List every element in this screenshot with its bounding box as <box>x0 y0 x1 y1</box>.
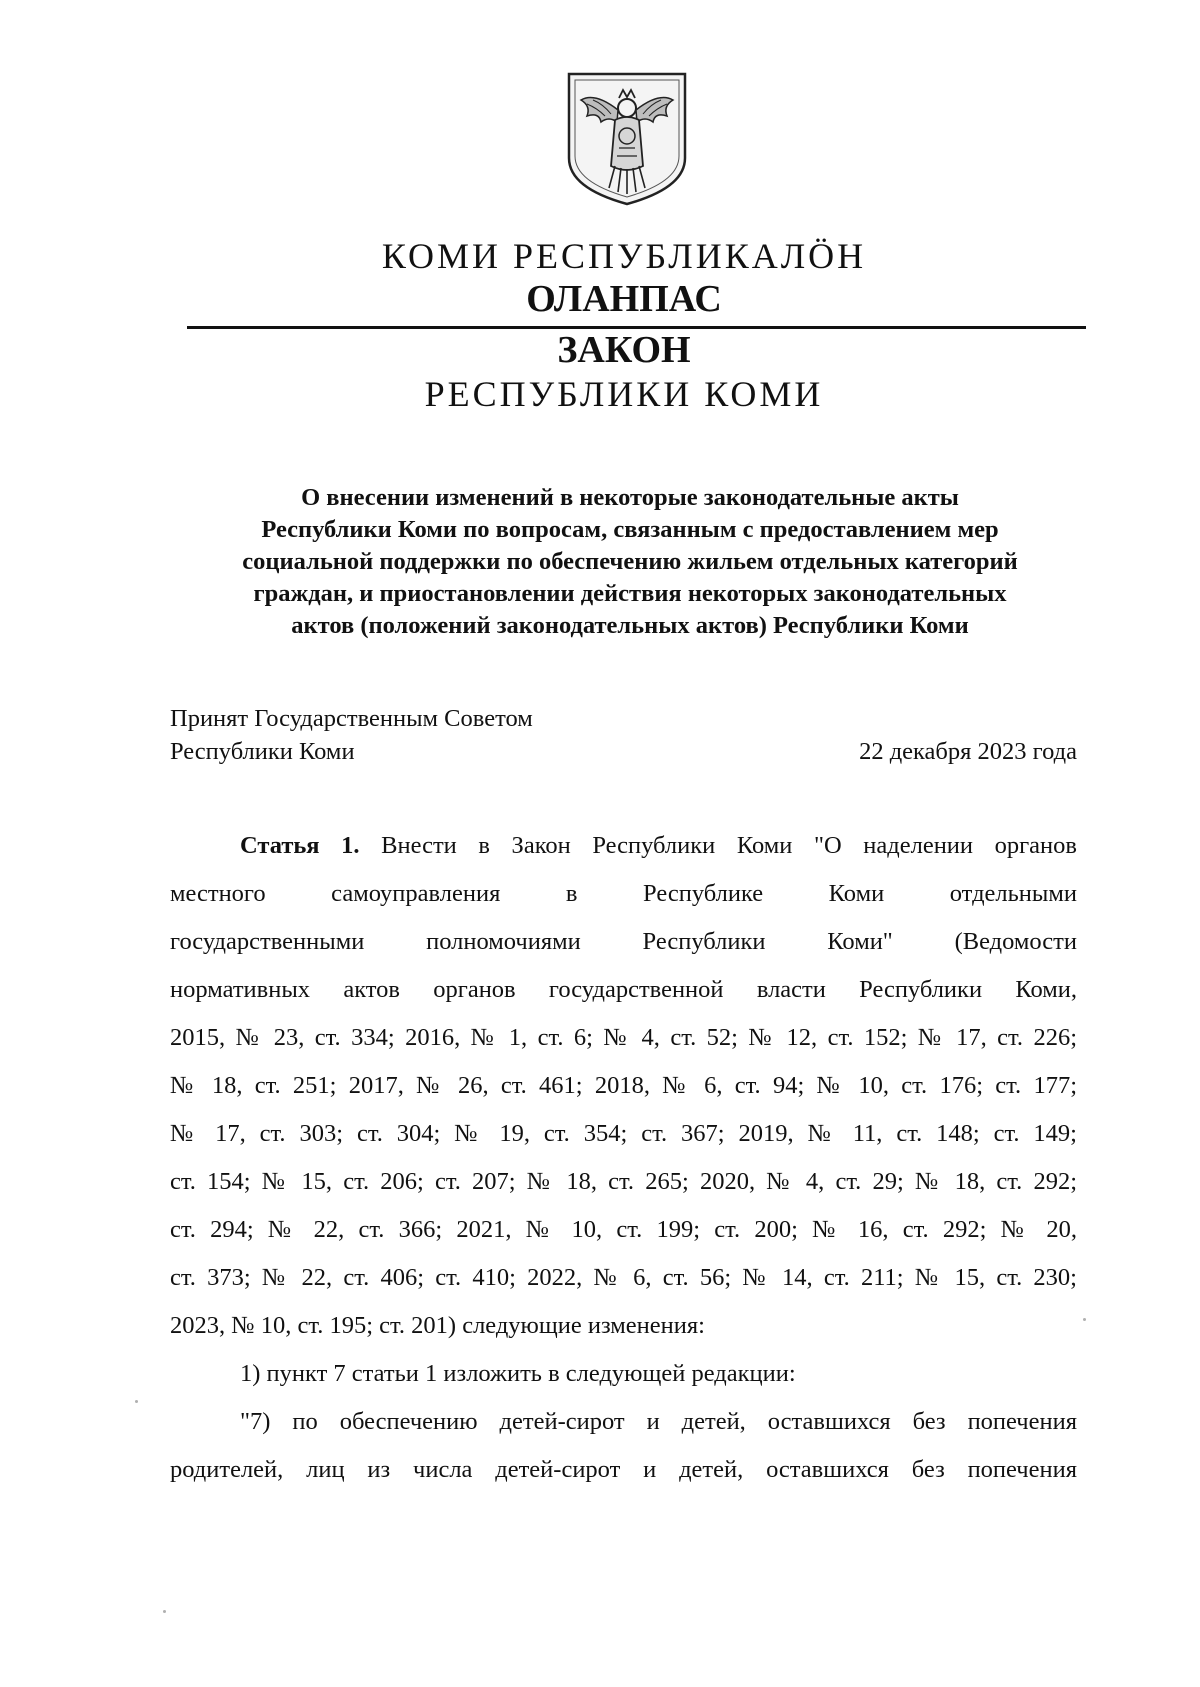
adoption-block <box>170 702 533 768</box>
body-line: родителей, лиц из числа детей-сирот и детей, оставшихся без попечения <box>170 1456 1077 1483</box>
law-title-line: граждан, и приостановлении действия некоторых законодательных <box>253 580 1007 607</box>
law-title-line: социальной поддержки по обеспечению жильем отдельных категорий <box>242 548 1018 575</box>
article-label: Статья 1. <box>240 832 360 859</box>
law-title-line: актов (положений законодательных актов) Республики Коми <box>291 612 969 639</box>
adoption-line: Республики Коми <box>170 738 355 765</box>
body-line: ст. 373; № 22, ст. 406; ст. 410; 2022, № 6, ст. 56; № 14, ст. 211; № 15, ст. 230; <box>170 1264 1077 1291</box>
coat-of-arms-komi-icon <box>565 70 689 208</box>
scan-speck <box>135 1400 138 1403</box>
law-title <box>170 482 1090 642</box>
header-republic-name: РЕСПУБЛИКИ КОМИ <box>424 374 824 414</box>
body-line <box>170 822 1077 870</box>
body-line: "7) по обеспечению детей-сирот и детей, оставшихся без попечения <box>240 1408 1077 1435</box>
scan-speck <box>163 1610 166 1613</box>
law-title-line: Республики Коми по вопросам, связанным с предоставлением мер <box>261 516 999 543</box>
header-komi-language: КОМИ РЕСПУБЛИКАЛӦН <box>381 236 867 276</box>
body-line: 1) пункт 7 статьи 1 изложить в следующей редакции: <box>240 1360 796 1387</box>
scan-speck <box>1083 1318 1086 1321</box>
body-line: ст. 294; № 22, ст. 366; 2021, № 10, ст. 199; ст. 200; № 16, ст. 292; № 20, <box>170 1216 1077 1243</box>
body-line: государственными полномочиями Республики Коми" (Ведомости <box>170 928 1077 955</box>
header-olanpas: ОЛАНПАС <box>526 278 722 320</box>
body-line: ст. 154; № 15, ст. 206; ст. 207; № 18, ст. 265; 2020, № 4, ст. 29; № 18, ст. 292; <box>170 1168 1077 1195</box>
law-title-line: О внесении изменений в некоторые законодательные акты <box>301 484 959 511</box>
body-line: местного самоуправления в Республике Коми отдельными <box>170 880 1077 907</box>
body-line: 2015, № 23, ст. 334; 2016, № 1, ст. 6; № 4, ст. 52; № 12, ст. 152; № 17, ст. 226; <box>170 1024 1077 1051</box>
body-line: № 17, ст. 303; ст. 304; № 19, ст. 354; ст. 367; 2019, № 11, ст. 148; ст. 149; <box>170 1120 1077 1147</box>
body-line: 2023, № 10, ст. 195; ст. 201) следующие изменения: <box>170 1312 705 1339</box>
article-body <box>170 822 1077 1494</box>
body-line: нормативных актов органов государственной власти Республики Коми, <box>170 976 1077 1003</box>
adoption-date: 22 декабря 2023 года <box>859 738 1077 765</box>
adoption-line: Принят Государственным Советом <box>170 705 533 732</box>
header-zakon: ЗАКОН <box>557 329 691 371</box>
body-line-text: Внести в Закон Республики Коми "О наделении органов <box>359 832 1077 859</box>
body-line: № 18, ст. 251; 2017, № 26, ст. 461; 2018, № 6, ст. 94; № 10, ст. 176; ст. 177; <box>170 1072 1077 1099</box>
